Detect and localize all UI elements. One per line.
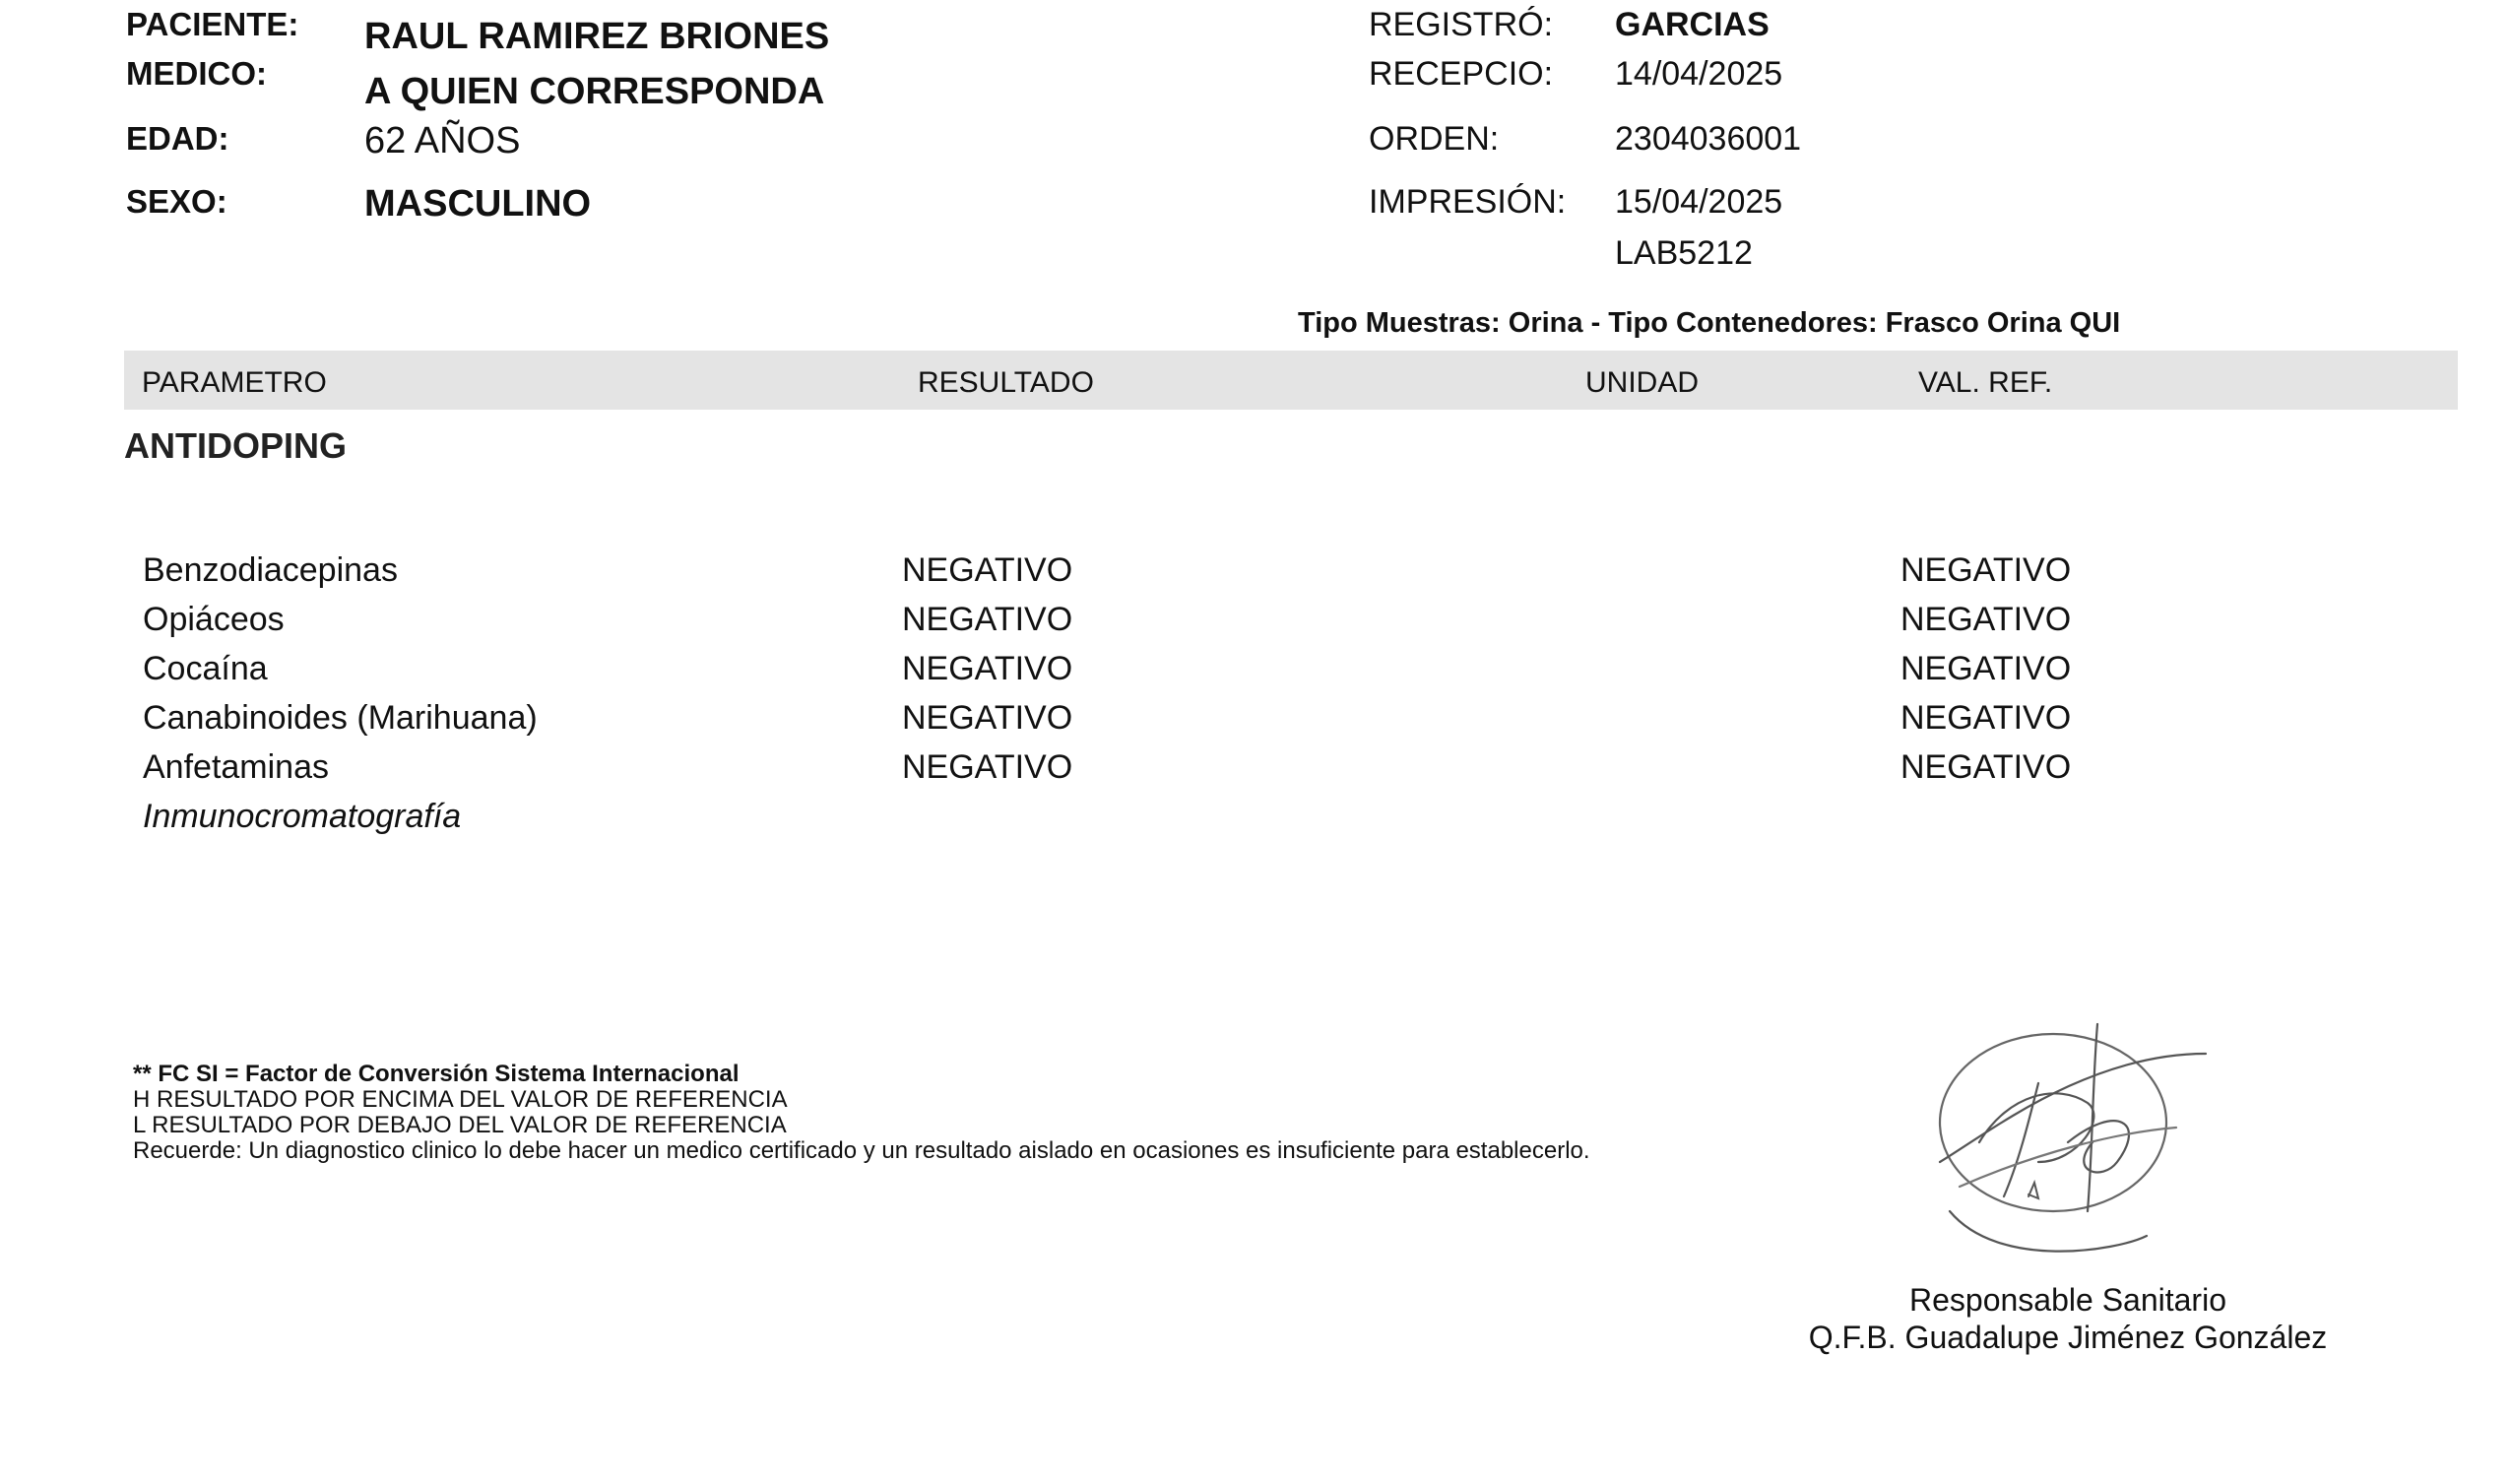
edad-value: 62 AÑOS — [364, 120, 521, 161]
sexo-value: MASCULINO — [364, 183, 592, 225]
header-unidad: UNIDAD — [1585, 366, 1700, 399]
note-l-line: L RESULTADO POR DEBAJO DEL VALOR DE REFERENCIA — [133, 1112, 787, 1138]
medico-value: A QUIEN CORRESPONDA — [364, 71, 825, 112]
table-row-param: Canabinoides (Marihuana) — [143, 699, 538, 737]
table-row-ref: NEGATIVO — [1900, 601, 2072, 638]
section-title: ANTIDOPING — [124, 425, 348, 466]
table-row-param: Benzodiacepinas — [143, 551, 398, 589]
edad-label: EDAD: — [126, 120, 229, 157]
note-disclaimer: Recuerde: Un diagnostico clinico lo debe hacer un medico certificado y un resultado aislado en ocasiones es insuficiente para establecerlo. — [133, 1137, 1590, 1164]
table-row-ref: NEGATIVO — [1900, 650, 2072, 687]
notes-block — [133, 1062, 1590, 1164]
table-row-ref: NEGATIVO — [1900, 551, 2072, 589]
lab-code: LAB5212 — [1615, 234, 1753, 272]
orden-label: ORDEN: — [1369, 120, 1500, 158]
table-row-param: Anfetaminas — [143, 748, 329, 786]
signature-name: Q.F.B. Guadalupe Jiménez González — [1808, 1320, 2328, 1355]
paciente-label: PACIENTE: — [126, 6, 299, 42]
header-resultado: RESULTADO — [918, 366, 1094, 399]
impresion-value: 15/04/2025 — [1615, 183, 1783, 221]
medico-label: MEDICO: — [126, 55, 267, 92]
orden-value: 2304036001 — [1615, 120, 1802, 158]
table-header — [124, 351, 2458, 410]
recepcio-label: RECEPCIO: — [1369, 55, 1554, 93]
table-row-param: Opiáceos — [143, 601, 285, 638]
table-row-result: NEGATIVO — [902, 551, 1073, 589]
note-h-line: H RESULTADO POR ENCIMA DEL VALOR DE REFERENCIA — [133, 1086, 788, 1113]
table-row-ref: NEGATIVO — [1900, 699, 2072, 737]
header-parametro: PARAMETRO — [142, 366, 327, 399]
signature-image — [1920, 1014, 2225, 1260]
table-row-result: NEGATIVO — [902, 748, 1073, 786]
impresion-label: IMPRESIÓN: — [1369, 183, 1567, 221]
note-fc-si: ** FC SI = Factor de Conversión Sistema Internacional — [133, 1061, 740, 1087]
recepcio-value: 14/04/2025 — [1615, 55, 1783, 93]
table-row-result: NEGATIVO — [902, 699, 1073, 737]
sexo-label: SEXO: — [126, 183, 227, 220]
signature-role: Responsable Sanitario — [1909, 1282, 2226, 1318]
paciente-value: RAUL RAMIREZ BRIONES — [364, 16, 830, 57]
registro-label: REGISTRÓ: — [1369, 6, 1554, 43]
table-row-result: NEGATIVO — [902, 650, 1073, 687]
table-row-param: Cocaína — [143, 650, 268, 687]
table-row-result: NEGATIVO — [902, 601, 1073, 638]
registro-value: GARCIAS — [1615, 6, 1770, 43]
sample-info: Tipo Muestras: Orina - Tipo Contenedores: Frasco Orina QUI — [1298, 307, 2121, 339]
table-row-ref: NEGATIVO — [1900, 748, 2072, 786]
header-val-ref: VAL. REF. — [1918, 366, 2053, 399]
method-label: Inmunocromatografía — [143, 798, 462, 835]
